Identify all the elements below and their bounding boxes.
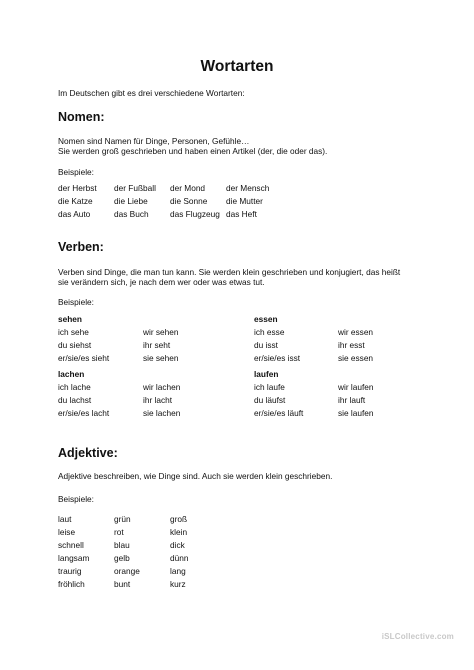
verb-form: er/sie/es isst xyxy=(254,353,301,363)
verben-line-1: Verben sind Dinge, die man tun kann. Sie werden klein geschrieben und konjugiert, das heißt xyxy=(58,267,401,277)
adjektiv-row xyxy=(58,552,188,565)
adjektiv-word: langsam xyxy=(58,553,90,563)
nomen-word: der Herbst xyxy=(58,183,97,193)
page-title: Wortarten xyxy=(200,58,274,75)
adjektive-line-1: Adjektive beschreiben, wie Dinge sind. Auch sie werden klein geschrieben. xyxy=(58,471,333,481)
verb-group-essen xyxy=(254,313,373,365)
nomen-row xyxy=(58,195,269,208)
adjektiv-word: blau xyxy=(114,540,130,550)
adjektiv-word: grün xyxy=(114,514,131,524)
nomen-line-2: Sie werden groß geschrieben und haben einen Artikel (der, die oder das). xyxy=(58,146,328,156)
verb-form: sie essen xyxy=(338,353,374,363)
adjektiv-word: rot xyxy=(114,527,124,537)
adjektiv-word: groß xyxy=(170,514,188,524)
verb-form: du isst xyxy=(254,340,278,350)
verb-form: sie lachen xyxy=(143,408,181,418)
adjektiv-word: dünn xyxy=(170,553,189,563)
verb-form: er/sie/es läuft xyxy=(254,408,304,418)
adjektiv-word: klein xyxy=(170,527,188,537)
nomen-word: der Fußball xyxy=(114,183,156,193)
adjektiv-row xyxy=(58,539,188,552)
adjektiv-row xyxy=(58,565,188,578)
adjektiv-word: bunt xyxy=(114,579,131,589)
adjektiv-word: laut xyxy=(58,514,72,524)
verb-form: ich lache xyxy=(58,382,91,392)
verb-group-sehen xyxy=(58,313,179,365)
adjektiv-row xyxy=(58,526,188,539)
nomen-word: die Liebe xyxy=(114,196,148,206)
adjektiv-row xyxy=(58,513,188,526)
verb-form: du lachst xyxy=(58,395,92,405)
verb-name: lachen xyxy=(58,369,85,379)
adjektiv-word: fröhlich xyxy=(58,579,85,589)
nomen-heading: Nomen: xyxy=(58,110,105,124)
verb-form: sie sehen xyxy=(143,353,179,363)
verb-form: ihr seht xyxy=(143,340,171,350)
verb-form: ihr lauft xyxy=(338,395,366,405)
verb-form: ich laufe xyxy=(254,382,285,392)
verb-form: du siehst xyxy=(58,340,92,350)
nomen-row xyxy=(58,208,269,221)
verb-name: sehen xyxy=(58,314,82,324)
adjektiv-word: traurig xyxy=(58,566,82,576)
nomen-line-1: Nomen sind Namen für Dinge, Personen, Gefühle… xyxy=(58,136,250,146)
nomen-word: der Mensch xyxy=(226,183,270,193)
nomen-row xyxy=(58,182,269,195)
nomen-beispiele-label: Beispiele: xyxy=(58,167,94,177)
watermark-footer: iSLCollective.com xyxy=(381,632,454,641)
adjektive-beispiele-label: Beispiele: xyxy=(58,494,94,504)
verb-form: wir lachen xyxy=(143,382,181,392)
nomen-word: das Heft xyxy=(226,209,257,219)
verb-form: er/sie/es lacht xyxy=(58,408,110,418)
nomen-word: die Katze xyxy=(58,196,93,206)
nomen-word: der Mond xyxy=(170,183,206,193)
verb-form: wir essen xyxy=(338,327,374,337)
verb-form: ich esse xyxy=(254,327,285,337)
nomen-examples xyxy=(58,182,269,221)
verben-heading: Verben: xyxy=(58,240,104,254)
adjektive-examples xyxy=(58,513,188,591)
adjektiv-word: orange xyxy=(114,566,140,576)
adjektiv-row xyxy=(58,578,188,591)
verb-group-laufen xyxy=(254,368,374,420)
nomen-word: die Mutter xyxy=(226,196,263,206)
verb-form: sie laufen xyxy=(338,408,374,418)
verb-name: laufen xyxy=(254,369,279,379)
nomen-word: das Buch xyxy=(114,209,149,219)
verb-name: essen xyxy=(254,314,278,324)
nomen-word: die Sonne xyxy=(170,196,208,206)
verb-form: er/sie/es sieht xyxy=(58,353,110,363)
adjektiv-word: gelb xyxy=(114,553,130,563)
verb-form: ihr esst xyxy=(338,340,365,350)
adjektiv-word: lang xyxy=(170,566,186,576)
adjektiv-word: schnell xyxy=(58,540,84,550)
verb-form: ihr lacht xyxy=(143,395,173,405)
adjektive-heading: Adjektive: xyxy=(58,446,118,460)
verb-group-lachen xyxy=(58,368,180,420)
verb-form: ich sehe xyxy=(58,327,89,337)
adjektiv-word: dick xyxy=(170,540,185,550)
verb-form: du läufst xyxy=(254,395,286,405)
adjektiv-word: kurz xyxy=(170,579,186,589)
nomen-word: das Auto xyxy=(58,209,91,219)
intro-text: Im Deutschen gibt es drei verschiedene Wortarten: xyxy=(58,88,245,98)
verben-beispiele-label: Beispiele: xyxy=(58,297,94,307)
verb-form: wir laufen xyxy=(338,382,374,392)
nomen-word: das Flugzeug xyxy=(170,209,220,219)
verb-form: wir sehen xyxy=(143,327,179,337)
verben-line-2: sie verändern sich, je nach dem wer oder was etwas tut. xyxy=(58,277,265,287)
adjektiv-word: leise xyxy=(58,527,76,537)
